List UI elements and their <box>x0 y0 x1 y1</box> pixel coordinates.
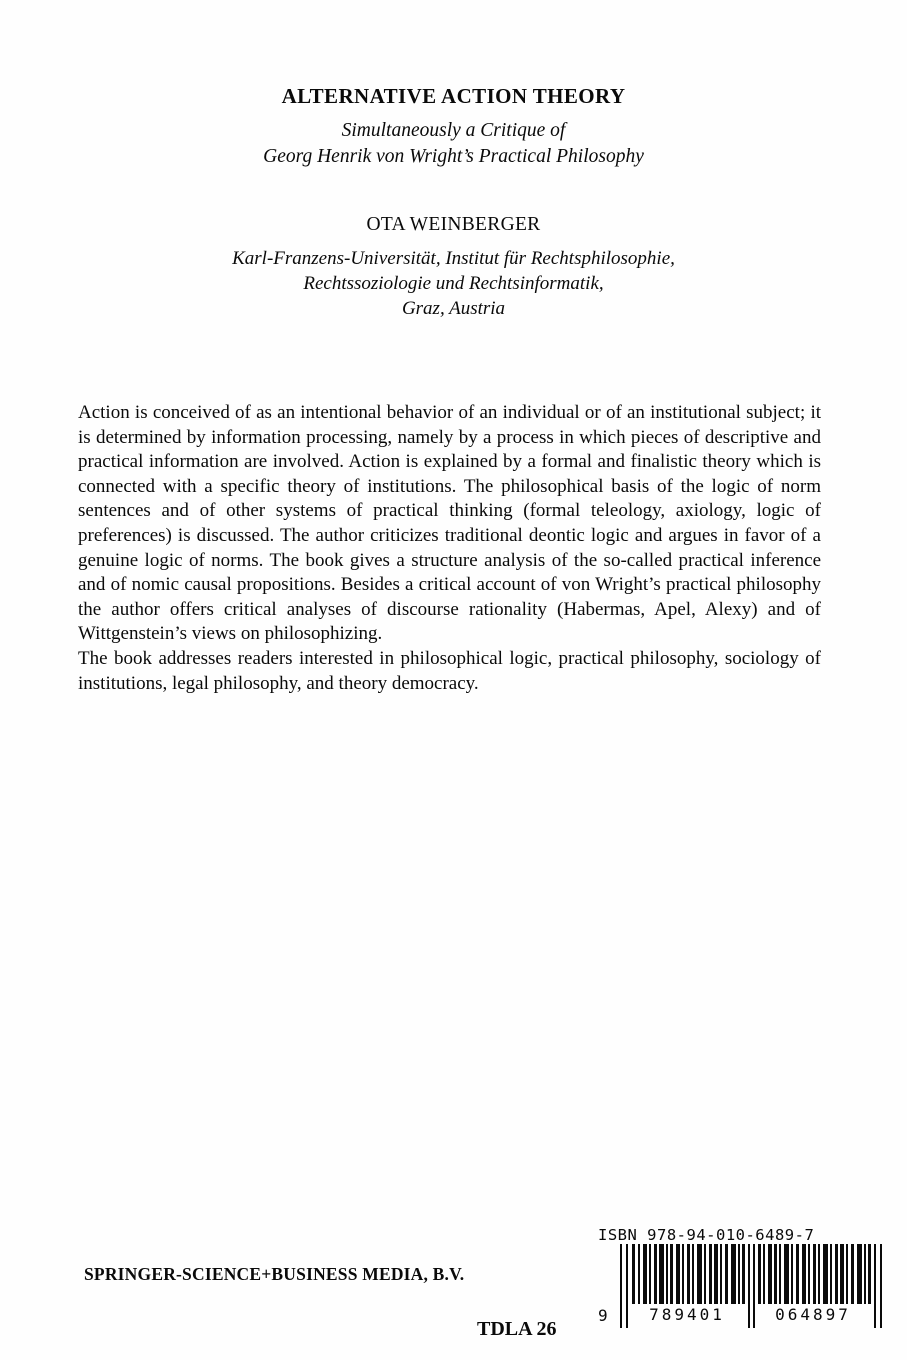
affiliation-line-1: Karl-Franzens-Universität, Institut für Rechtsphilosophie, <box>232 248 675 269</box>
isbn-barcode <box>598 1244 882 1336</box>
barcode-digits-left: 789401 <box>630 1304 744 1328</box>
abstract-paragraph-1: Action is conceived of as an intentional behavior of an individual or of an institutional subject; it is determined by information processing, namely by a process in which pieces of descriptive and practical information are involved. Action is explained by a formal and finalistic theory which is connected with a specific theory of institutions. The philosophical basis of the logic of norm sentences and of other systems of practical thinking (formal teleology, axiology, logic of preferences) is discussed. The author criticizes traditional deontic logic and argues in favor of a genuine logic of norms. The book gives a structure analysis of the so-called practical inference and of nomic causal propositions. Besides a critical account of von Wright’s practical philosophy the author offers critical analyses of discourse rationality (Habermas, Apel, Alexy) and of Wittgenstein’s views on philosophizing. <box>78 402 821 645</box>
book-subtitle <box>0 118 907 170</box>
abstract <box>78 401 821 696</box>
subtitle-line-1: Simultaneously a Critique of <box>341 120 566 141</box>
book-title: ALTERNATIVE ACTION THEORY <box>281 84 626 108</box>
barcode-digits-right: 064897 <box>756 1304 870 1328</box>
author-block <box>0 214 907 321</box>
author-name: OTA WEINBERGER <box>366 214 541 235</box>
barcode-digit-first: 9 <box>598 1306 608 1325</box>
title-block <box>0 84 907 170</box>
series-code: TDLA 26 <box>477 1318 557 1340</box>
publisher-name: SPRINGER-SCIENCE+BUSINESS MEDIA, B.V. <box>84 1264 465 1284</box>
author-affiliation <box>0 246 907 321</box>
subtitle-line-2: Georg Henrik von Wright’s Practical Philosophy <box>263 146 644 167</box>
abstract-paragraph-2: The book addresses readers interested in philosophical logic, practical philosophy, sociology of institutions, legal philosophy, and theory democracy. <box>78 647 821 694</box>
affiliation-line-2: Rechtssoziologie und Rechtsinformatik, <box>303 273 604 294</box>
isbn-text: ISBN 978-94-010-6489-7 <box>598 1226 815 1244</box>
affiliation-line-3: Graz, Austria <box>401 298 506 319</box>
